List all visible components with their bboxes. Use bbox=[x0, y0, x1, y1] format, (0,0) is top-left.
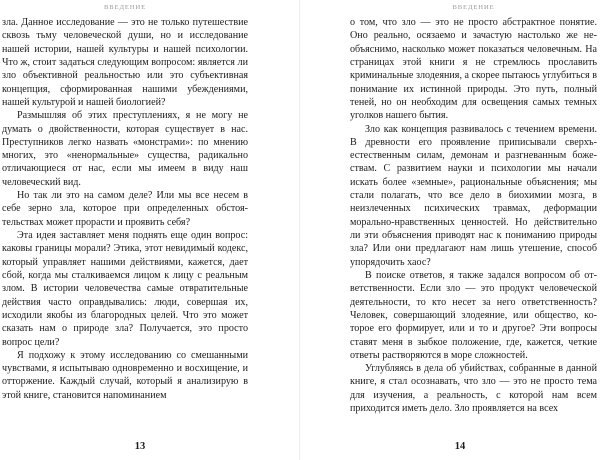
paragraph: Эта идея заставляет меня поднять еще один вопрос: каковы границы морали? Этика, этот невидимый кодекс, который управляет нашими действиями, кажется, дает сбой, когда мы сталкиваемся лицом к лицу с реальным злом. В истории человечества самые отвратительные действия часто оправдывались: люди, совершая их, исходили якобы из благородных целей. Что это может сказать нам о природе зла? Получается, это просто вопрос цели? bbox=[2, 230, 248, 348]
paragraph: о том, что зло — это не просто абстрактное понятие. Оно реально, осязаемо и зачастую настолько же необъяснимо, насколько может показаться человечным. На страницах этой книги я не стремлюсь прославить криминальные злодеяния, а скорее пытаюсь углубиться в понимание их истинной природы. Это путь, полный теней, но он необходим для освещения самых темных уголков нашего бытия. bbox=[350, 17, 597, 122]
left-page-number: 13 bbox=[134, 441, 146, 452]
paragraph: Я подхожу к этому исследованию со смешанными чувствами, я испытываю одновременно и восхищение, и отторжение. Каждый случай, который я анализирую в этой книге, становится напоминанием bbox=[2, 349, 248, 401]
right-text-column bbox=[350, 16, 597, 415]
paragraph: Размышляя об этих преступлениях, я не могу не думать о двойственности, которая существует в нас. Преступников легко назвать «монстрами»: по мнению многих, это «ненормальные» существа, радикально отличающиеся от нас, если мы имеем в виду наш человеческий вид. bbox=[2, 110, 248, 188]
paragraph: Углубляясь в дела об убийствах, собранные в данной книге, я стал осознавать, что зло — это не просто тема для изучения, а реальность, с которой нам всем приходится иметь дело. Зло проявляется на всех bbox=[350, 363, 597, 415]
right-page bbox=[300, 0, 600, 460]
left-text-column bbox=[2, 16, 248, 402]
left-running-head: ВВЕДЕНИЕ bbox=[103, 4, 147, 11]
right-running-head: ВВЕДЕНИЕ bbox=[452, 4, 495, 11]
paragraph: зла. Данное исследование — это не только путешествие сквозь тьму человеческой души, но и исследование нашей истории, нашей культуры и нашей психологии. Что ж, стоит задаться следующим вопросом: является ли зло объективной реальностью или это субъективная концепция, сформированная нашими убеждениями, нашей культурой и нашей биологией? bbox=[2, 17, 248, 108]
paragraph: Зло как концепция развивалось с течением времени. В древности его проявление приписывали сверхъестественным силам, демонам и разгневанным божествам. С развитием науки и психологии мы начали искать более «земные», рациональные объяснения; мы стали полагать, что все дело в биохимии мозга, в неизлеченных психических травмах, деформации морально-нравственных ценностей. Но действительно ли эти объяснения приводят нас к пониманию природы зла? Или они предлагают нам лишь утешение, способ упорядочить хаос? bbox=[350, 123, 597, 268]
paragraph: Но так ли это на самом деле? Или мы все несем в себе зерно зла, которое при определенных обстоятельствах может прорасти и проявить себя? bbox=[2, 190, 248, 228]
right-page-number: 14 bbox=[454, 441, 466, 452]
paragraph: В поиске ответов, я также задался вопросом об ответственности. Если зло — это продукт человеческой деятельности, то кто несет за него ответственность? Человек, совершающий злодеяние, или общество, которое его формирует, или и то и другое? Эти вопросы ставят меня в зыбкое положение, где, кажется, четкие ответы растворяются в море сложностей. bbox=[350, 269, 597, 361]
